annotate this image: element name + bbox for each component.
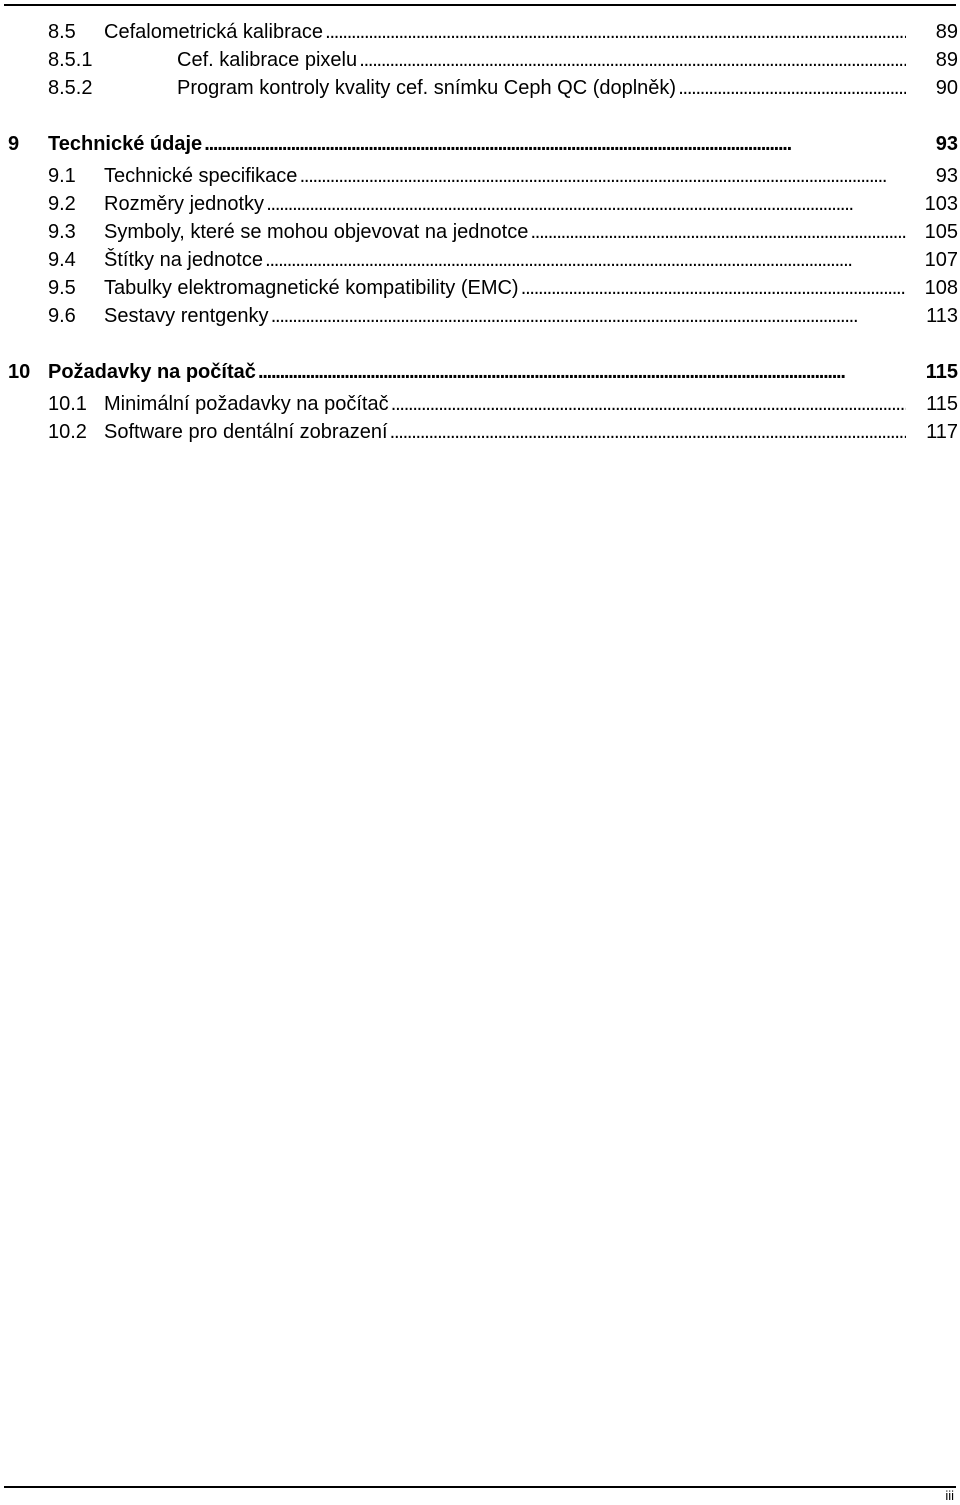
toc-entry-10[interactable] — [0, 359, 958, 385]
toc-entry-page[interactable]: 115 — [906, 359, 958, 385]
toc-entry-title[interactable]: Sestavy rentgenky . . . — [104, 303, 906, 329]
toc-entry-10-1[interactable] — [0, 391, 958, 417]
toc-entry-number: 9.4 — [48, 249, 76, 271]
toc-entry-title[interactable]: Cef. kalibrace pixelu . . . — [177, 47, 906, 73]
top-rule — [4, 4, 956, 6]
toc-entry-8-5-2[interactable] — [0, 75, 958, 101]
toc-entry-9-6[interactable] — [0, 303, 958, 329]
toc-entry-10-2[interactable] — [0, 419, 958, 445]
toc-entry-9[interactable] — [0, 131, 958, 157]
toc-entry-title[interactable]: Program kontroly kvality cef. snímku Ceph QC (doplněk) . . . — [177, 75, 906, 101]
toc-entry-number: 8.5 — [48, 21, 76, 43]
toc-entry-number: 10.2 — [48, 421, 87, 443]
toc-entry-page[interactable]: 105 — [906, 219, 958, 245]
toc-entry-number: 10.1 — [48, 393, 87, 415]
toc-entry-8-5[interactable] — [0, 19, 958, 45]
toc-entry-number: 9.3 — [48, 221, 76, 243]
toc-entry-9-1[interactable] — [0, 163, 958, 189]
toc-entry-page[interactable]: 89 — [906, 19, 958, 45]
toc-entry-page[interactable]: 93 — [906, 163, 958, 189]
toc-entry-page[interactable]: 113 — [906, 303, 958, 329]
toc-entry-number: 9 — [8, 133, 20, 155]
toc-entry-page[interactable]: 108 — [906, 275, 958, 301]
toc-entry-title[interactable]: Technické specifikace . . . — [104, 163, 906, 189]
toc-entry-number: 9.2 — [48, 193, 76, 215]
toc-entry-number: 10 — [8, 361, 31, 383]
toc-entry-number: 8.5.1 — [48, 49, 93, 71]
toc-entry-number: 9.6 — [48, 305, 76, 327]
toc-entry-page[interactable]: 117 — [906, 419, 958, 445]
toc-entry-title[interactable]: Tabulky elektromagnetické kompatibility (EMC) . . . — [104, 275, 906, 301]
toc-entry-title[interactable]: Technické údaje . . . — [48, 131, 906, 157]
toc-entry-number: 9.1 — [48, 165, 76, 187]
bottom-rule — [4, 1486, 956, 1488]
toc-entry-9-5[interactable] — [0, 275, 958, 301]
toc-entry-page[interactable]: 90 — [906, 75, 958, 101]
toc-entry-number: 9.5 — [48, 277, 76, 299]
toc-entry-title[interactable]: Požadavky na počítač . . . — [48, 359, 906, 385]
toc-entry-title[interactable]: Štítky na jednotce . . . — [104, 247, 906, 273]
footer-page-number: iii — [945, 1488, 954, 1503]
toc-entry-title[interactable]: Minimální požadavky na počítač . . . — [104, 391, 906, 417]
toc-entry-page[interactable]: 115 — [906, 391, 958, 417]
toc-entry-title[interactable]: Rozměry jednotky . . . — [104, 191, 906, 217]
toc-entry-number: 8.5.2 — [48, 77, 93, 99]
toc-entry-page[interactable]: 89 — [906, 47, 958, 73]
toc-entry-page[interactable]: 93 — [906, 131, 958, 157]
toc-entry-9-3[interactable] — [0, 219, 958, 245]
toc-entry-title[interactable]: Cefalometrická kalibrace . . . — [104, 19, 906, 45]
toc-entry-9-4[interactable] — [0, 247, 958, 273]
toc-entry-8-5-1[interactable] — [0, 47, 958, 73]
toc-entry-title[interactable]: Software pro dentální zobrazení . . . — [104, 419, 906, 445]
toc-entry-title[interactable]: Symboly, které se mohou objevovat na jednotce . . . — [104, 219, 906, 245]
toc-entry-page[interactable]: 103 — [906, 191, 958, 217]
toc-entry-9-2[interactable] — [0, 191, 958, 217]
toc-entry-page[interactable]: 107 — [906, 247, 958, 273]
